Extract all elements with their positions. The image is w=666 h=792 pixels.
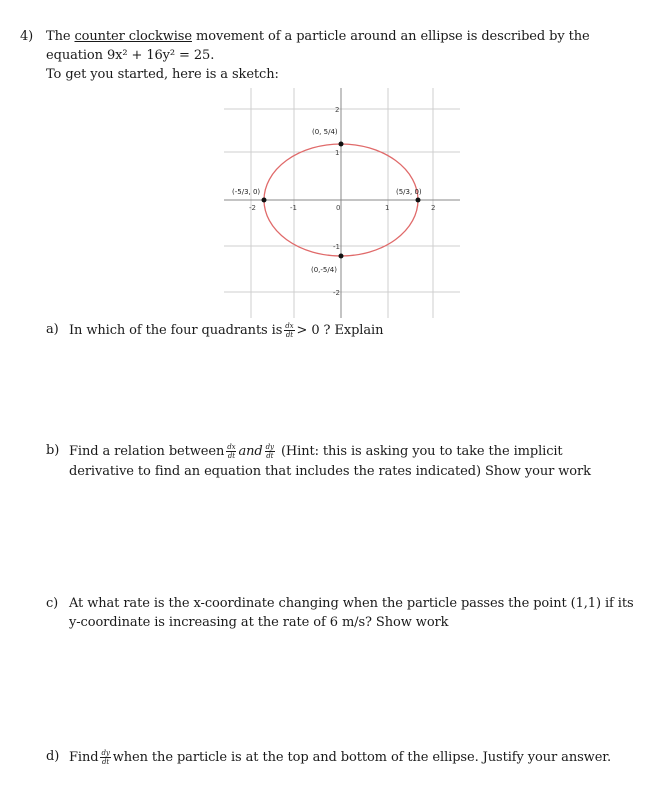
part-b-and: and: [238, 444, 263, 459]
x-tick-label: 1: [385, 204, 390, 212]
frac-denominator: dt: [227, 452, 235, 460]
part-b-line-2: derivative to find an equation that includes the rates indicated) Show your work: [69, 464, 591, 479]
question-number: 4): [20, 29, 34, 44]
frac-dy-dt: [100, 749, 110, 766]
frac-dy-dt: [265, 443, 275, 460]
x-tick-label: -2: [249, 204, 256, 212]
part-c-line-2: y-coordinate is increasing at the rate of 6 m/s? Show work: [69, 615, 449, 630]
part-a-label: a): [46, 322, 59, 337]
frac-denominator: dt: [102, 758, 110, 766]
part-b-text-post: (Hint: this is asking you to take the implicit: [280, 444, 563, 459]
y-tick-label: -2: [333, 289, 340, 297]
part-a-text-post: > 0 ? Explain: [296, 323, 384, 338]
question-line-3: To get you started, here is a sketch:: [46, 67, 279, 82]
label-bottom: (0,-5/4): [311, 266, 337, 274]
y-tick-label: 1: [335, 149, 340, 157]
part-c-line-1: At what rate is the x-coordinate changing when the particle passes the point (1,1) if its: [69, 596, 634, 611]
frac-denominator: dt: [285, 331, 293, 339]
part-d-label: d): [46, 749, 60, 764]
frac-numerator: dy: [101, 749, 110, 757]
y-tick-label: -1: [333, 243, 340, 251]
part-c-label: c): [46, 596, 59, 611]
label-right: (5/3, 0): [396, 188, 422, 196]
frac-dx-dt: [284, 322, 294, 339]
part-d-text-pre: Find: [69, 750, 99, 765]
frac-numerator: dx: [285, 322, 294, 330]
vertex-bottom: [339, 254, 344, 259]
vertex-right: [416, 198, 421, 203]
label-top: (0, 5/4): [312, 128, 338, 136]
q4-text: The: [46, 29, 75, 44]
vertex-top: [339, 142, 344, 147]
part-b-text-pre: Find a relation between: [69, 444, 225, 459]
part-b-label: b): [46, 443, 60, 458]
x-tick-label: 0: [336, 204, 341, 212]
q4-underlined-text: counter clockwise: [74, 29, 192, 44]
frac-denominator: dt: [266, 452, 274, 460]
sketch-grid: [224, 88, 460, 318]
sketch-axes: [224, 88, 460, 318]
part-d-text-post: when the particle is at the top and bottom of the ellipse. Justify your answer.: [112, 750, 612, 765]
x-tick-label: 2: [431, 204, 436, 212]
q4-text-continued: movement of a particle around an ellipse is described by the: [191, 29, 590, 44]
ellipse-sketch: [0, 0, 666, 320]
part-a-text: [69, 322, 383, 339]
frac-numerator: dy: [265, 443, 274, 451]
part-a-text-pre: In which of the four quadrants is: [69, 323, 283, 338]
question-line-2: equation 9x² + 16y² = 25.: [46, 48, 215, 63]
y-tick-label: 2: [335, 106, 340, 114]
vertex-left: [262, 198, 267, 203]
x-tick-label: -1: [290, 204, 297, 212]
label-left: (-5/3, 0): [232, 188, 261, 196]
part-b-line-1: [69, 443, 563, 460]
point-labels: [232, 128, 422, 274]
part-d-text: [69, 749, 611, 766]
frac-dx-dt: [226, 443, 236, 460]
tick-labels: [249, 106, 435, 297]
frac-numerator: dx: [227, 443, 236, 451]
